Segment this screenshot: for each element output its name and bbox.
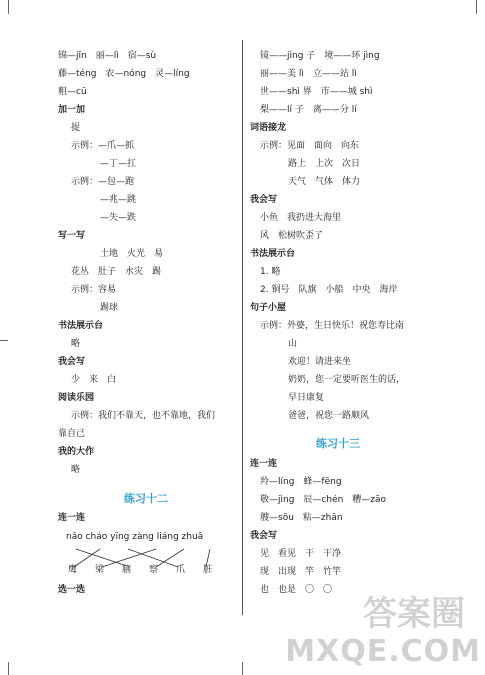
answer-line: 2. 铜号 队旗 小船 中央 海岸	[260, 285, 398, 295]
answer-line: 1. 略	[260, 267, 281, 277]
section-heading: 我会写	[250, 531, 278, 541]
matching-lines	[68, 547, 218, 569]
section-heading: 连一连	[58, 513, 86, 523]
answer-line: 梨——lí 子 离——分 lí	[260, 105, 357, 115]
section-heading: 选一选	[58, 585, 86, 595]
answer-line: —兆—跳	[100, 195, 137, 205]
answer-line: 锦—jǐn 丽—lì 宿—sù	[58, 51, 157, 61]
answer-line: 藤—téng 农—nóng 灵—líng	[58, 69, 190, 79]
section-heading: 书法展示台	[250, 249, 296, 259]
crop-mark	[8, 662, 9, 675]
answer-line: 也 也是 〇 〇	[260, 585, 333, 595]
answer-line: 小鱼 我扔进大海里	[260, 213, 342, 223]
watermark-logo: 答案圈	[363, 594, 465, 634]
answer-line: 羚—líng 蜂—fēng	[260, 477, 342, 487]
answer-line: 爸爸，祝您一路顺风	[288, 411, 370, 421]
section-heading: 加一加	[58, 105, 86, 115]
answer-line: nǎo cháo yīng zàng liáng zhuā	[66, 532, 204, 542]
answer-line: 欢迎！请进来坐	[288, 357, 352, 367]
section-heading: 词语接龙	[250, 123, 287, 133]
answer-line: 花丛 肚子 水灾 踢	[71, 267, 162, 277]
section-heading: 连一连	[250, 459, 278, 469]
answer-line: 鹰 梁 脑 察 爪 脏	[68, 565, 213, 575]
section-heading: 书法展示台	[58, 321, 104, 331]
section-heading: 句子小屋	[250, 303, 287, 313]
section-heading: 写一写	[58, 231, 86, 241]
answer-line: 示例：—包—跑	[71, 177, 135, 187]
column-divider	[242, 40, 243, 615]
answer-line: 略	[71, 339, 81, 349]
answer-line: 现 出现 竿 竹竿	[260, 567, 342, 577]
watermark-url: MXQE.COM	[285, 634, 481, 669]
answer-line: —丁—扛	[100, 159, 137, 169]
answer-line: 世——shì 界 市——城 shì	[260, 87, 373, 97]
answer-line: 艘—sōu 粘—zhān	[260, 513, 343, 523]
answer-line: 少 来 白	[71, 375, 117, 385]
answer-line: 示例：容易	[71, 285, 117, 295]
answer-line: 山	[288, 339, 298, 349]
answer-line: 敬—jìng 辰—chén 糟—zāo	[260, 495, 387, 505]
answer-line: 捉	[71, 123, 81, 133]
answer-line: 示例：我们不靠天，也不靠地，我们	[71, 411, 216, 421]
left-section-title: 练习十二	[124, 492, 168, 505]
section-heading: 我会写	[250, 195, 278, 205]
answer-line: 粗—cū	[58, 87, 87, 97]
section-heading: 我的大作	[58, 447, 95, 457]
answer-line: 略	[71, 465, 81, 475]
answer-line: 镜——jìng 子 境——环 jìng	[260, 51, 380, 61]
answer-line: 路上 上次 次日	[288, 159, 361, 169]
answer-line: 土地 火光 易	[100, 249, 164, 259]
section-heading: 阅读乐园	[58, 393, 95, 403]
answer-line: 示例：见面 面向 向东	[260, 141, 360, 151]
crop-mark	[0, 340, 8, 341]
answer-line: 奶奶，您一定要听医生的话，	[288, 375, 406, 385]
answer-line: 丽——美 lì 立——站 lì	[260, 69, 357, 79]
answer-line: 见 看见 干 干净	[260, 549, 342, 559]
section-heading: 我会写	[58, 357, 86, 367]
right-section-title: 练习十三	[316, 437, 360, 450]
answer-line: 示例：外婆，生日快乐！祝您寿比南	[260, 321, 405, 331]
answer-line: 早日康复	[288, 393, 325, 403]
answer-line: —失—跌	[100, 213, 137, 223]
crop-mark	[242, 662, 243, 675]
crop-mark	[8, 0, 9, 14]
answer-line: 风 松树吹歪了	[260, 231, 324, 241]
answer-line: 天气 气体 体力	[288, 177, 361, 187]
answer-line: 靠自己	[58, 429, 86, 439]
crop-mark	[476, 0, 477, 14]
answer-line: 踢球	[100, 303, 119, 313]
answer-line: 示例：—爪—抓	[71, 141, 135, 151]
